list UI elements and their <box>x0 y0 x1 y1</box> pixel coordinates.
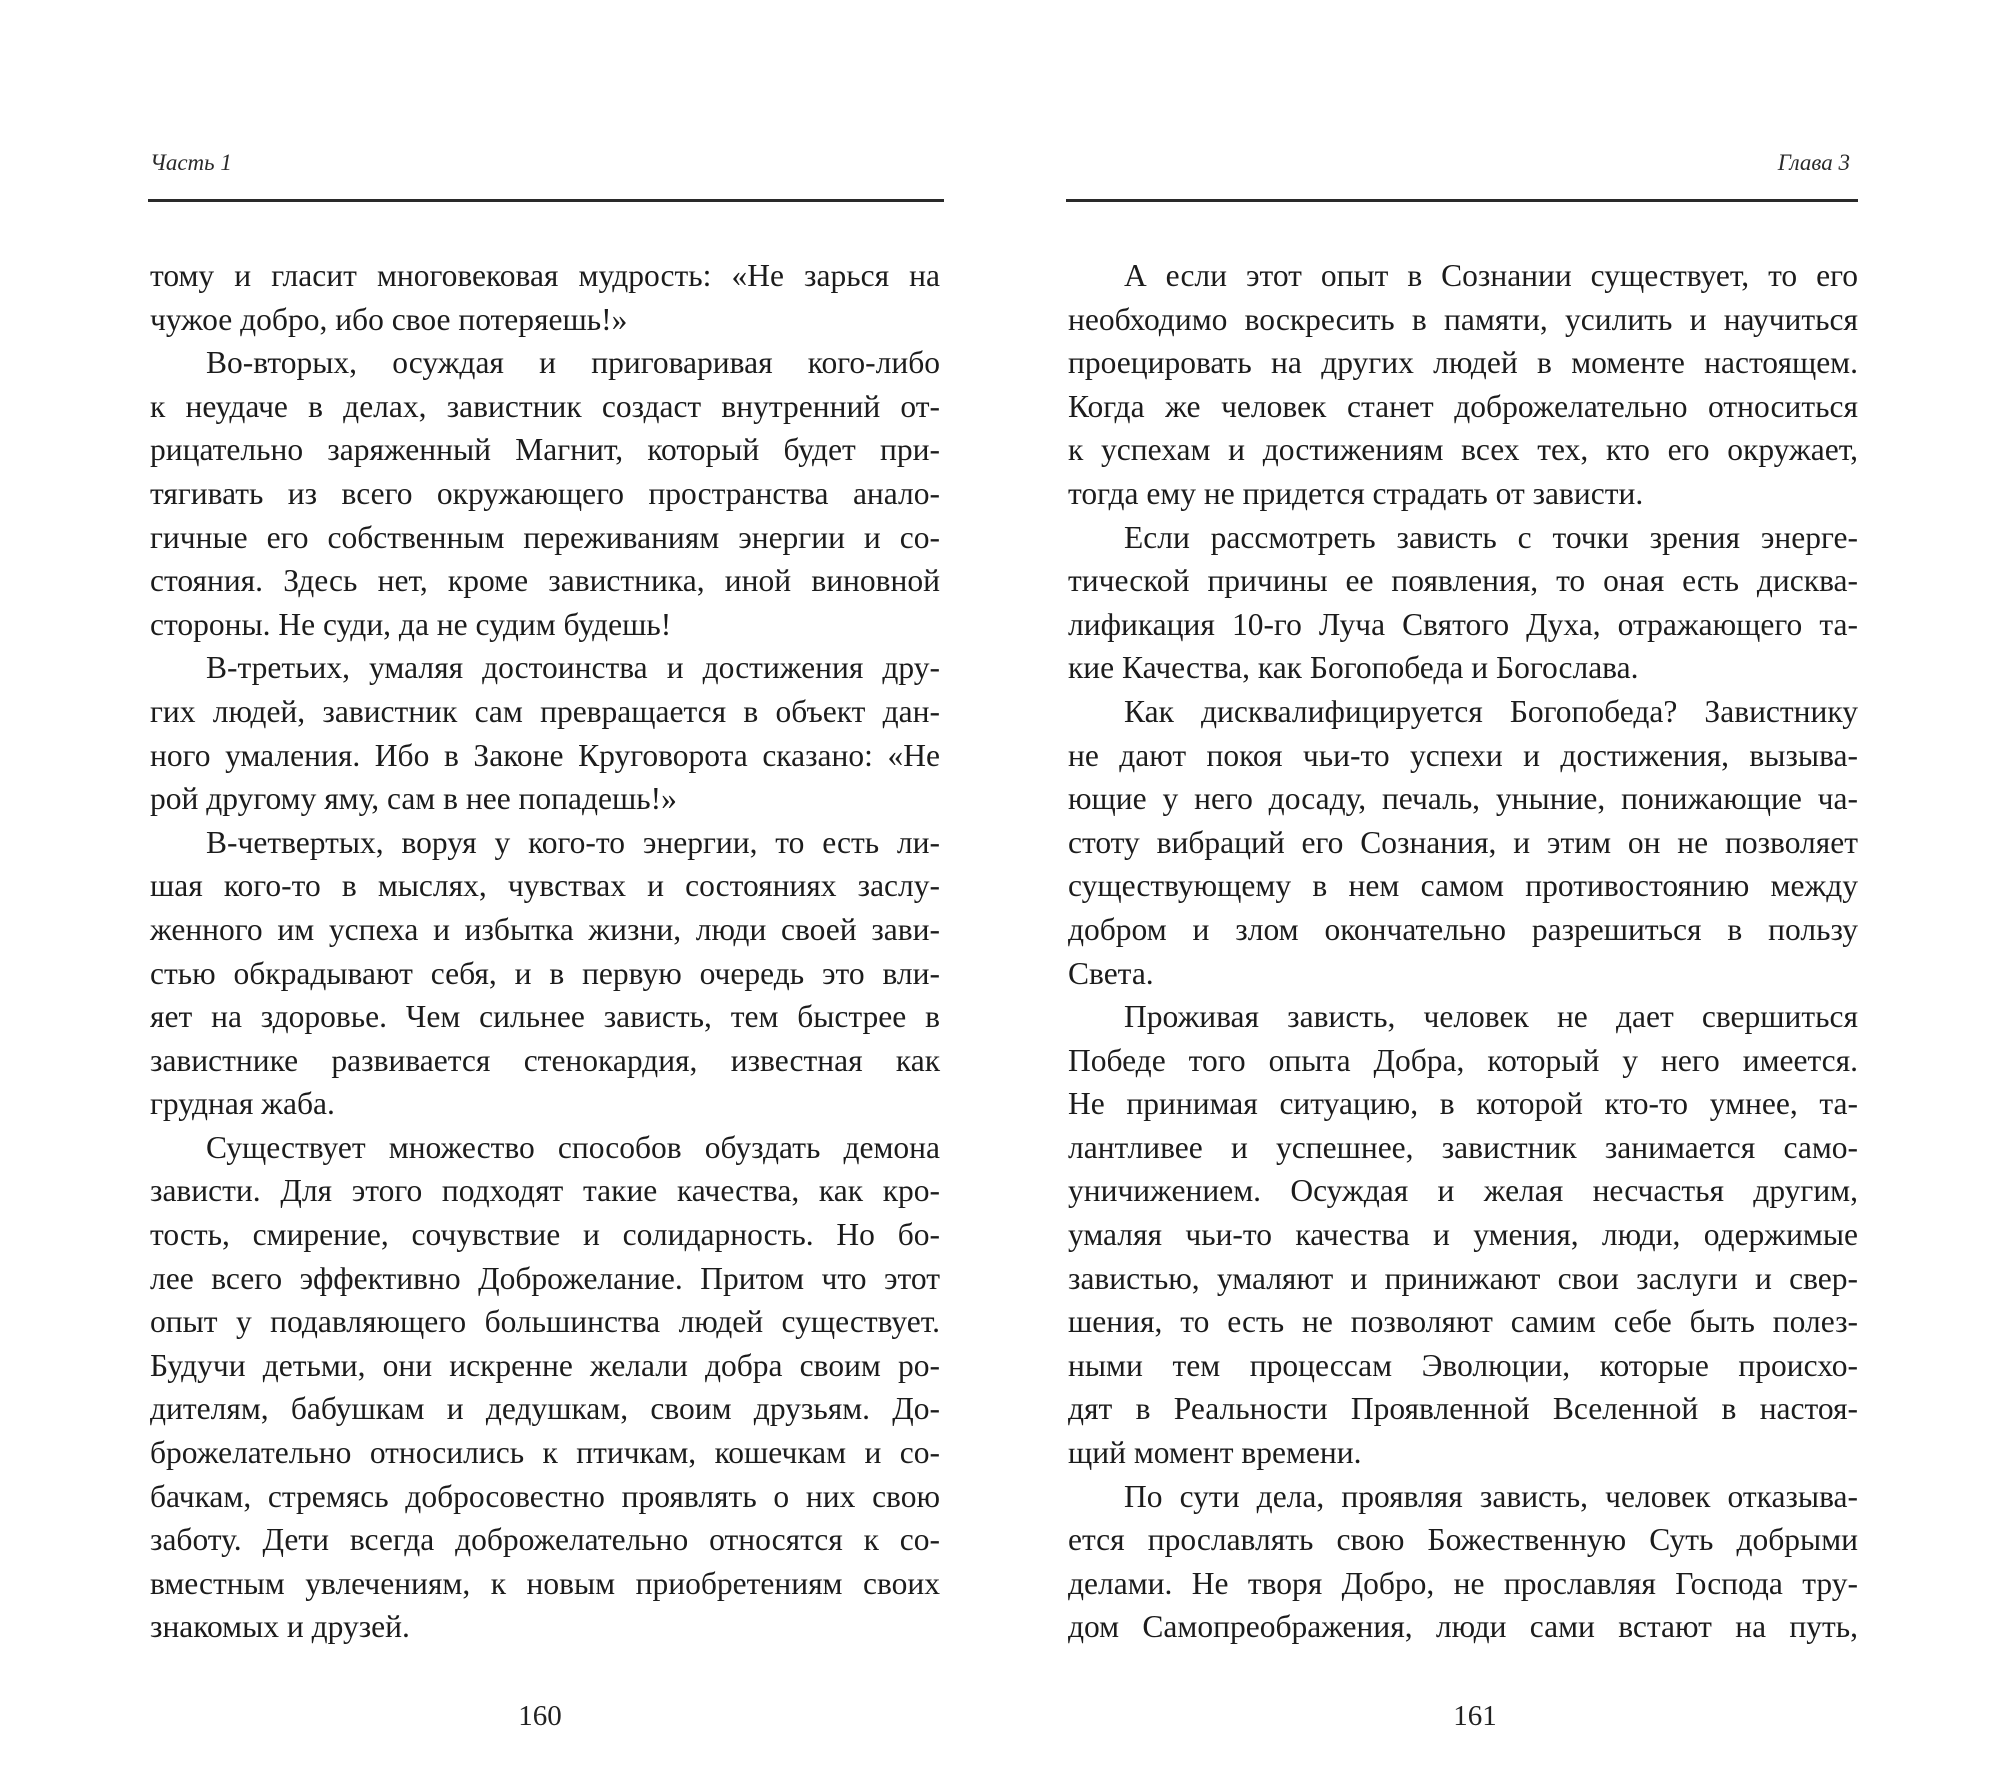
text-line: стороны. Не суди, да не судим будешь! <box>150 606 672 642</box>
text-line: Не принимая ситуацию, в которой кто-то умнее, та- <box>1068 1086 1858 1122</box>
header-rule-left <box>148 199 944 202</box>
text-line: Если рассмотреть зависть с точки зрения энерге- <box>1124 519 1858 555</box>
text-line: Существует множество способов обуздать демона <box>206 1129 940 1165</box>
text-line: Будучи детьми, они искренне желали добра своим ро- <box>150 1347 940 1383</box>
text-line: лификация 10-го Луча Святого Духа, отражающего та- <box>1068 606 1858 642</box>
text-line: гичные его собственным переживаниям энергии и со- <box>150 519 940 555</box>
text-line: А если этот опыт в Сознании существует, то его <box>1124 258 1858 293</box>
text-line: дом Самопреображения, люди сами встают на путь, <box>1068 1609 1858 1645</box>
text-line: опыт у подавляющего большинства людей существует. <box>150 1304 940 1340</box>
text-line: чужое добро, ибо свое потеряешь!» <box>150 301 628 337</box>
text-line: женного им успеха и избытка жизни, люди своей зави- <box>150 911 940 947</box>
text-line: яет на здоровье. Чем сильнее зависть, тем быстрее в <box>150 999 940 1035</box>
running-head-left: Часть 1 <box>150 150 232 175</box>
right-page <box>1000 0 2000 1786</box>
header-rule-right <box>1066 199 1858 202</box>
text-line: рой другому яму, сам в нее попадешь!» <box>150 781 677 817</box>
text-line: Проживая зависть, человек не дает свершиться <box>1124 999 1858 1035</box>
page-number-left: 160 <box>518 1700 562 1732</box>
text-line: завистью, умаляют и принижают свои заслуги и свер- <box>1068 1260 1858 1296</box>
text-line: дят в Реальности Проявленной Вселенной в настоя- <box>1068 1391 1858 1427</box>
text-line: Как дисквалифицируется Богопобеда? Завистнику <box>1124 693 1858 729</box>
text-line: ется прославлять свою Божественную Суть добрыми <box>1068 1522 1858 1558</box>
text-line: брожелательно относились к птичкам, кошечкам и со- <box>150 1435 940 1471</box>
text-line: ного умаления. Ибо в Законе Круговорота сказано: «Не <box>150 737 940 773</box>
text-line: Во-вторых, осуждая и приговаривая кого-либо <box>206 345 940 381</box>
text-line: стью обкрадывают себя, и в первую очередь это вли- <box>150 955 940 991</box>
text-line: знакомых и друзей. <box>150 1609 410 1645</box>
text-line: тягивать из всего окружающего пространства анало- <box>150 475 940 511</box>
text-line: ными тем процессам Эволюции, которые происхо- <box>1068 1347 1858 1383</box>
text-line: гих людей, завистник сам превращается в объект дан- <box>150 693 940 729</box>
text-line: стоту вибраций его Сознания, и этим он не позволяет <box>1068 824 1858 860</box>
text-line: тогда ему не придется страдать от зависти. <box>1068 475 1644 511</box>
text-line: дителям, бабушкам и дедушкам, своим друзьям. До- <box>150 1391 940 1427</box>
text-line: не дают покоя чьи-то успехи и достижения, вызыва- <box>1068 737 1858 773</box>
text-line: Света. <box>1068 955 1154 991</box>
text-line: добром и злом окончательно разрешиться в пользу <box>1068 911 1858 947</box>
text-line: умаляя чьи-то качества и умения, люди, одержимые <box>1068 1217 1858 1253</box>
text-line: В-третьих, умаляя достоинства и достижения дру- <box>206 650 940 686</box>
text-line: Когда же человек станет доброжелательно относиться <box>1068 388 1858 424</box>
text-line: По сути дела, проявляя зависть, человек отказыва- <box>1124 1478 1858 1514</box>
left-page-body <box>150 254 940 1649</box>
right-page-body <box>1068 254 1858 1649</box>
text-line: тость, смирение, сочувствие и солидарность. Но бо- <box>150 1217 940 1253</box>
text-line: необходимо воскресить в памяти, усилить и научиться <box>1068 301 1858 337</box>
text-line: бачкам, стремясь добросовестно проявлять о них свою <box>150 1478 940 1514</box>
text-line: рицательно заряженный Магнит, который будет при- <box>150 432 940 468</box>
text-line: существующему в нем самом противостоянию между <box>1068 868 1858 904</box>
text-line: В-четвертых, воруя у кого-то энергии, то есть ли- <box>206 824 940 860</box>
text-line: проецировать на других людей в моменте настоящем. <box>1068 345 1858 381</box>
text-line: тической причины ее появления, то оная есть дисква- <box>1068 563 1858 599</box>
text-line: грудная жаба. <box>150 1086 335 1122</box>
text-line: тому и гласит многовековая мудрость: «Не зарься на <box>150 258 940 293</box>
text-line: к успехам и достижениям всех тех, кто его окружает, <box>1068 432 1858 468</box>
text-line: к неудаче в делах, завистник создаст внутренний от- <box>150 388 940 424</box>
text-line: заботу. Дети всегда доброжелательно относятся к со- <box>150 1522 940 1558</box>
text-line: стояния. Здесь нет, кроме завистника, иной виновной <box>150 563 940 599</box>
text-line: завистнике развивается стенокардия, известная как <box>150 1042 940 1078</box>
text-line: лее всего эффективно Доброжелание. Притом что этот <box>150 1260 940 1296</box>
text-line: зависти. Для этого подходят такие качества, как кро- <box>150 1173 940 1209</box>
text-line: щий момент времени. <box>1068 1435 1362 1471</box>
text-line: вместным увлечениям, к новым приобретениям своих <box>150 1565 940 1601</box>
text-line: шения, то есть не позволяют самим себе быть полез- <box>1068 1304 1858 1340</box>
text-line: шая кого-то в мыслях, чувствах и состояниях заслу- <box>150 868 940 904</box>
text-line: уничижением. Осуждая и желая несчастья другим, <box>1068 1173 1858 1209</box>
text-line: лантливее и успешнее, завистник занимается само- <box>1068 1129 1858 1165</box>
text-line: кие Качества, как Богопобеда и Богослава. <box>1068 650 1639 686</box>
running-head-right: Глава 3 <box>1777 150 1850 175</box>
text-line: делами. Не творя Добро, не прославляя Господа тру- <box>1068 1565 1858 1601</box>
text-line: ющие у него досаду, печаль, уныние, понижающие ча- <box>1068 781 1858 817</box>
text-line: Победе того опыта Добра, который у него имеется. <box>1068 1042 1858 1078</box>
page-number-right: 161 <box>1453 1700 1497 1732</box>
